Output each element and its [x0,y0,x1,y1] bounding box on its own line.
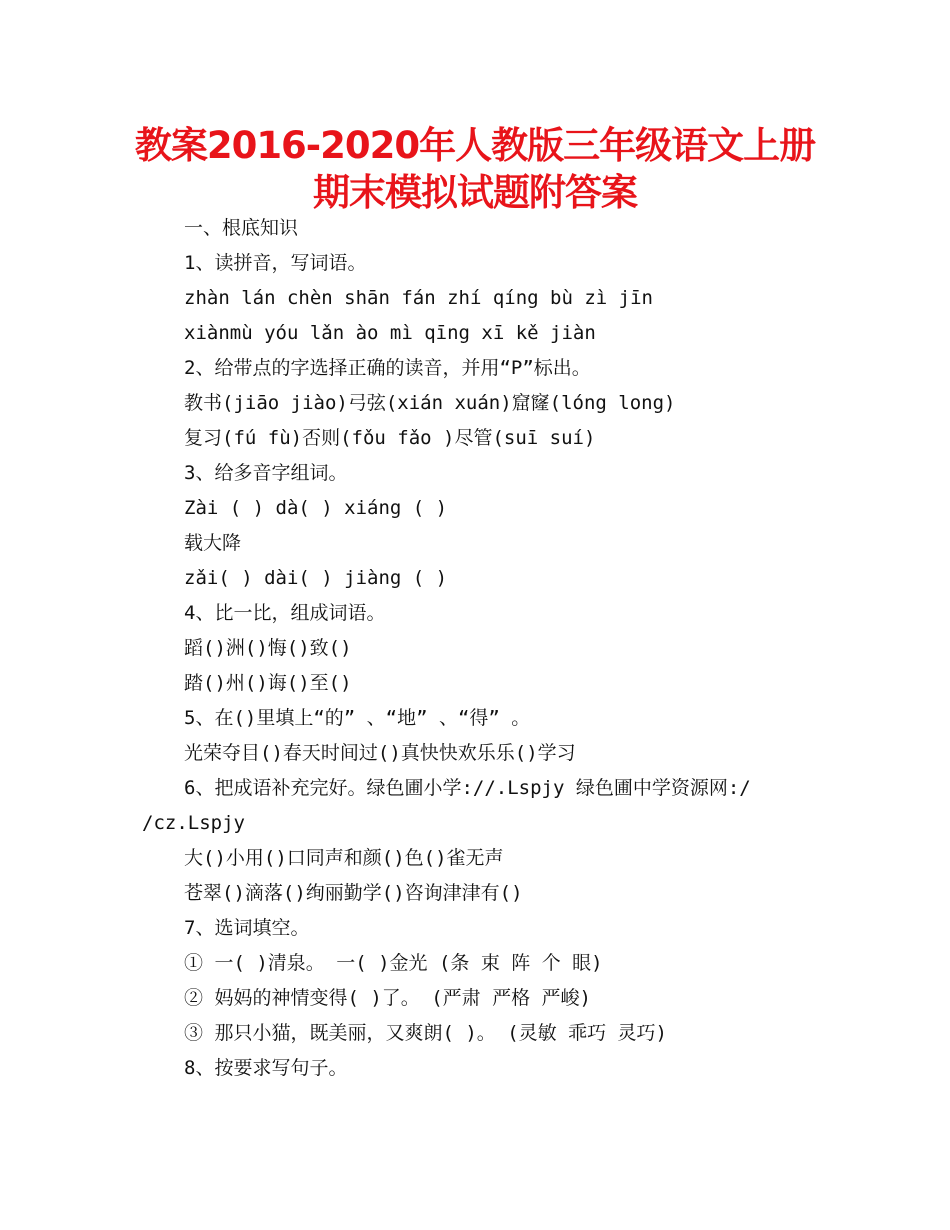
question-4-line-1: 蹈()洲()悔()致() [184,637,352,659]
question-4: 4、比一比，组成词语。 [184,602,386,624]
document-title-line-1: 教案2016-2020年人教版三年级语文上册 [134,124,816,167]
question-7-item-1: ① 一( )清泉。 一( )金光 (条 束 阵 个 眼) [184,952,603,974]
question-6-line-2: 苍翠()滴落()绚丽勤学()咨询津津有() [184,882,523,904]
question-1: 1、读拼音，写词语。 [184,252,367,274]
question-7: 7、选词填空。 [184,917,310,939]
question-6-line-1: 大()小用()口同声和颜()色()雀无声 [184,847,504,869]
question-2-line-1: 教书(jiāo jiào)弓弦(xián xuán)窟窿(lóng long) [184,392,676,414]
question-7-item-2: ② 妈妈的神情变得( )了。 (严肃 严格 严峻) [184,987,591,1009]
question-6: 6、把成语补充完好。绿色圃小学://.Lspjy 绿色圃中学资源网:/ [184,777,751,799]
pinyin-line-2: xiànmù yóu lǎn ào mì qīng xī kě jiàn [184,322,596,344]
question-2: 2、给带点的字选择正确的读音，并用“P”标出。 [184,357,591,379]
pinyin-line-1: zhàn lán chèn shān fán zhí qíng bù zì jīn [184,287,653,309]
question-3: 3、给多音字组词。 [184,462,348,484]
section-heading: 一、根底知识 [184,217,299,239]
question-2-line-2: 复习(fú fù)否则(fǒu fǎo )尽管(suī suí) [184,427,596,449]
question-3-line-3: zǎi( ) dài( ) jiàng ( ) [184,567,448,589]
question-5-line-1: 光荣夺目()春天时间过()真快快欢乐乐()学习 [184,742,576,764]
question-4-line-2: 踏()州()诲()至() [184,672,352,694]
question-3-line-2: 载大降 [184,532,242,554]
question-7-item-3: ③ 那只小猫，既美丽，又爽朗( )。 (灵敏 乖巧 灵巧) [184,1022,667,1044]
document-title-line-2: 期末模拟试题附答案 [313,171,637,214]
question-3-line-1: Zài ( ) dà( ) xiáng ( ) [184,497,448,519]
question-5: 5、在()里填上“的” 、“地” 、“得” 。 [184,707,531,729]
question-8: 8、按要求写句子。 [184,1057,348,1079]
question-6-continuation: /cz.Lspjy [142,812,245,834]
